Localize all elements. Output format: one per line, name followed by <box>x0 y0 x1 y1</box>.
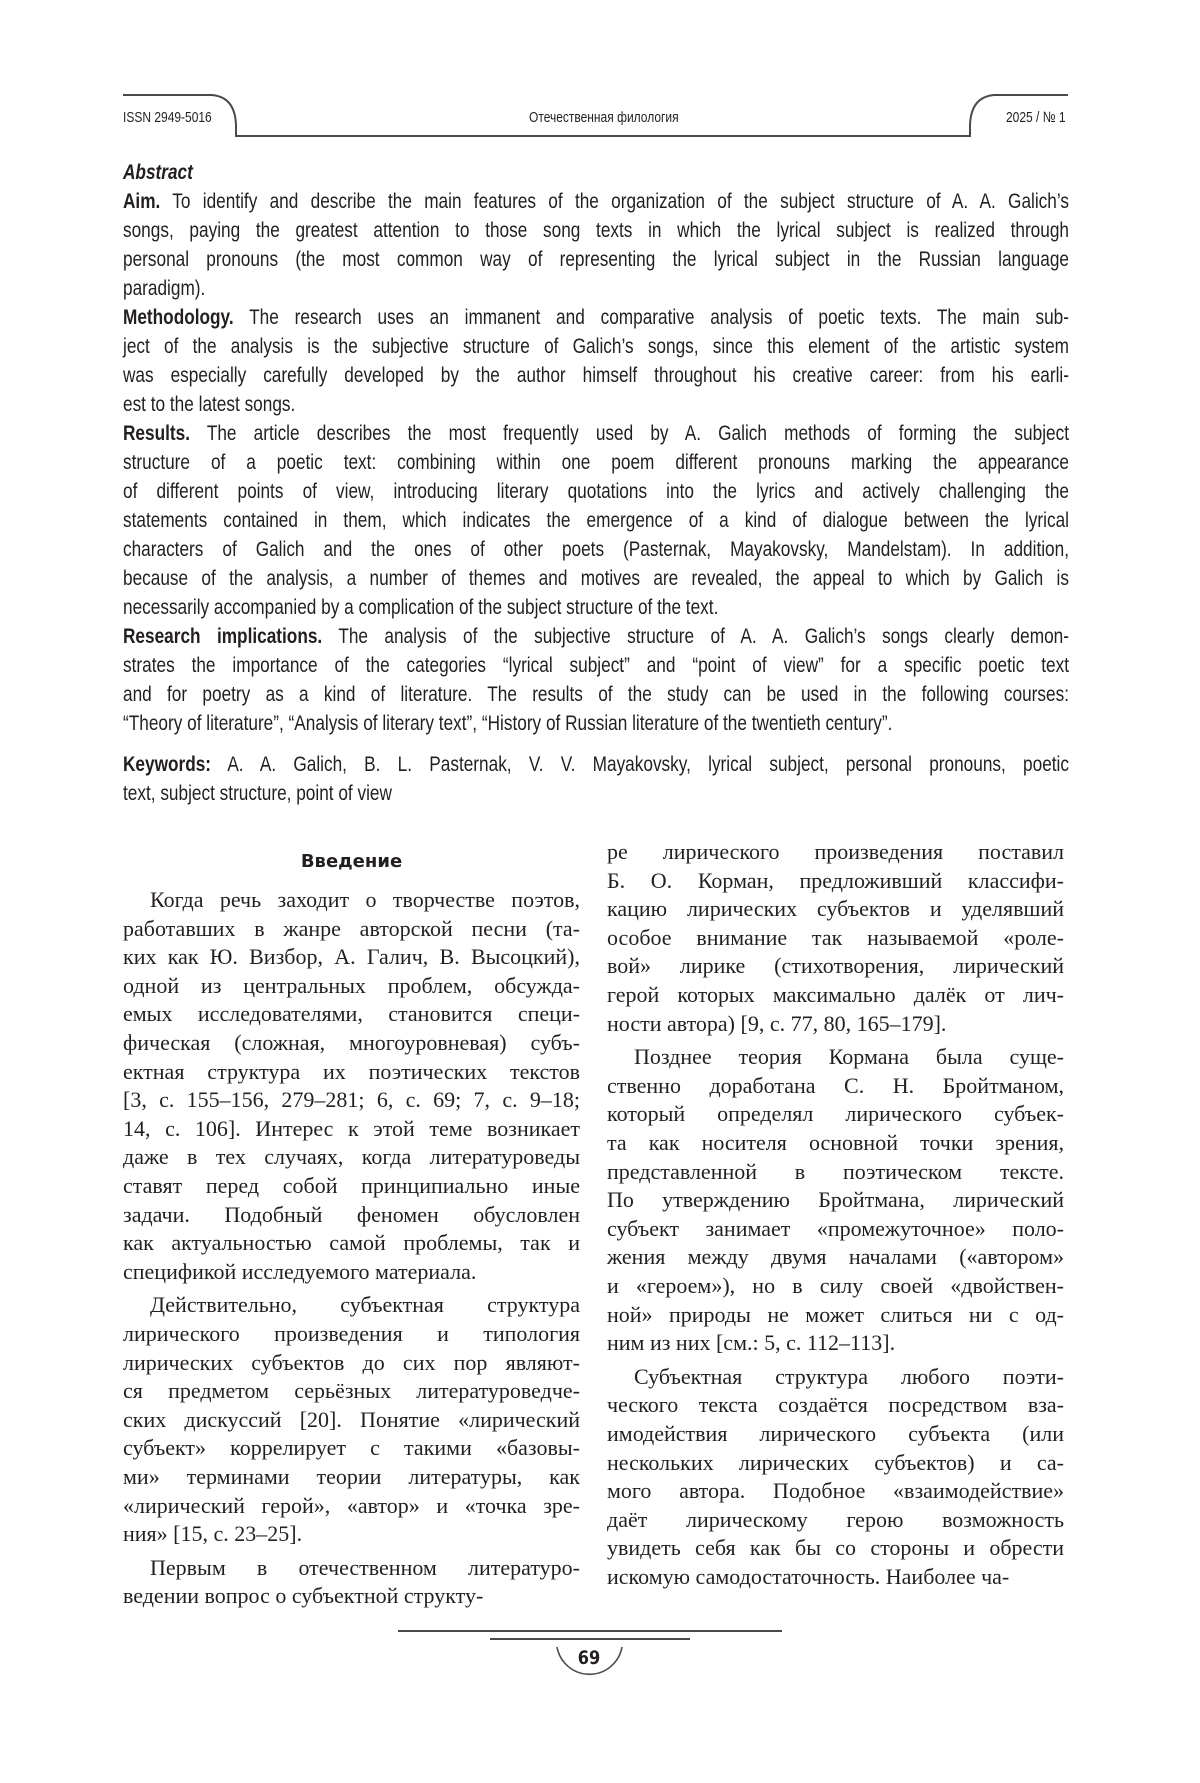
abstract-text: “Theory of literature”, “Analysis of literary text”, “History of Russian literature of the twentieth century”. <box>123 712 893 735</box>
body-text-line <box>123 1463 580 1491</box>
body-text: Когда речь заходит о творчестве поэтов, <box>150 887 580 912</box>
body-text-line <box>123 1349 580 1377</box>
abstract-text: structure of a poetic text: combining within one poem different pronouns marking the appearance <box>123 451 1069 474</box>
body-text-line <box>634 1043 1064 1071</box>
body-text-line <box>607 1215 1064 1243</box>
body-text-line <box>123 972 580 1000</box>
body-text-line <box>607 895 1064 923</box>
body-text-line <box>123 1320 580 1348</box>
body-text-line <box>607 1158 1064 1186</box>
body-text-line <box>123 1406 580 1434</box>
body-text: задачи. Подобный феномен обусловлен <box>123 1201 580 1227</box>
body-text-line <box>123 1377 580 1405</box>
body-text-line <box>607 1449 1064 1477</box>
abstract-text: est to the latest songs. <box>123 393 296 416</box>
body-text-line <box>607 1186 1064 1214</box>
issue-label: 2025 / № 1 <box>1006 109 1066 126</box>
abstract-section-label: Research implications. <box>123 625 323 648</box>
body-text-line <box>123 1172 580 1200</box>
abstract-text: The analysis of the subjective structure of A. A. Galich’s songs clearly demon- <box>338 625 1069 648</box>
abstract-text: songs, paying the greatest attention to those song texts in which the lyrical subject is realized through <box>123 219 1069 242</box>
abstract-text: personal pronouns (the most common way of representing the lyrical subject in the Russian language <box>123 248 1069 271</box>
body-text-line <box>607 1506 1064 1534</box>
abstract-text: of different points of view, introducing literary quotations into the lyrics and actively challenging the <box>123 480 1069 503</box>
abstract-line <box>123 449 1069 477</box>
abstract-line <box>123 507 1069 535</box>
abstract-text: The research uses an immanent and comparative analysis of poetic texts. The main sub- <box>249 306 1069 329</box>
abstract-section-label: Results. <box>123 422 190 445</box>
body-text-line <box>607 1420 1064 1448</box>
body-text: ним из них [см.: 5, с. 112–113]. <box>607 1330 896 1356</box>
abstract-line <box>123 710 1069 738</box>
body-text: работавших в жанре авторской песни (та- <box>123 915 580 941</box>
abstract-line <box>123 304 1069 332</box>
body-text-line <box>150 1554 580 1582</box>
body-text-line <box>607 981 1064 1009</box>
body-text: емых исследователями, становится специ- <box>123 1001 580 1027</box>
body-text: искомую самодостаточность. Наиболее ча- <box>607 1564 1010 1589</box>
body-text: нескольких лирических субъектов) и са- <box>607 1449 1064 1475</box>
abstract-line <box>123 275 1069 303</box>
body-text: особое внимание так называемой «роле- <box>607 924 1064 950</box>
abstract-line <box>123 681 1069 709</box>
body-text-line <box>123 1143 580 1171</box>
body-text: ми» терминами теории литературы, как <box>123 1464 580 1489</box>
body-text: представленной в поэтическом тексте. <box>607 1158 1064 1184</box>
body-text: субъект» коррелирует с такими «базовы- <box>123 1435 580 1461</box>
body-text: Субъектная структура любого поэти- <box>634 1363 1064 1389</box>
abstract-line <box>123 652 1069 680</box>
body-text-line <box>123 1258 580 1286</box>
body-text: герой которых максимально далёк от лич- <box>607 982 1064 1007</box>
body-text: ре лирического произведения поставил <box>607 839 1064 864</box>
body-text-line <box>607 1329 1064 1357</box>
body-text: ственно доработана С. Н. Бройтманом, <box>607 1072 1064 1098</box>
body-text: одной из центральных проблем, обсужда- <box>123 972 580 998</box>
body-text-line <box>634 1363 1064 1391</box>
body-text-line <box>607 1563 1064 1591</box>
abstract-text: necessarily accompanied by a complication of the subject structure of the text. <box>123 596 719 619</box>
body-text: По утверждению Бройтмана, лирический <box>607 1187 1064 1213</box>
abstract-text: statements contained in them, which indicates the emergence of a kind of dialogue between the lyrical <box>123 509 1069 532</box>
body-text-line <box>123 1229 580 1257</box>
body-text-line <box>607 1272 1064 1300</box>
body-text-line <box>607 1534 1064 1562</box>
body-text-line <box>607 867 1064 895</box>
abstract-line <box>123 362 1069 390</box>
body-text: ной» природы не может слиться ни с од- <box>607 1301 1064 1327</box>
body-text: Первым в отечественном литературо- <box>150 1554 580 1580</box>
abstract-line <box>123 623 1069 651</box>
body-text-line <box>607 1301 1064 1329</box>
body-text: ческого текста создаётся посредством вза- <box>607 1392 1064 1418</box>
body-text: лирического произведения и типология <box>123 1321 580 1346</box>
abstract-line <box>123 536 1069 564</box>
section-heading: Введение <box>300 851 403 872</box>
body-text-line <box>123 1086 580 1114</box>
abstract-text: The article describes the most frequently used by A. Galich methods of forming the subject <box>206 422 1069 445</box>
body-text: вой» лирике (стихотворения, лирический <box>607 953 1064 979</box>
abstract-text: To identify and describe the main features of the organization of the subject structure of A. A. Galich’s <box>172 190 1069 213</box>
body-text: увидеть себя как бы со стороны и обрести <box>607 1535 1064 1561</box>
body-text-line <box>607 1100 1064 1128</box>
body-text-line <box>123 1201 580 1229</box>
body-text: даёт лирическому герою возможность <box>607 1506 1064 1532</box>
body-text-line <box>607 952 1064 980</box>
keywords-text: A. A. Galich, B. L. Pasternak, V. V. Mayakovsky, lyrical subject, personal pronouns, poetic <box>227 753 1069 776</box>
body-text-line <box>123 1520 580 1548</box>
body-text-line <box>607 838 1064 866</box>
body-text: «лирический герой», «автор» и «точка зре- <box>123 1492 580 1518</box>
body-text: 14, с. 106]. Интерес к этой теме возникает <box>123 1115 580 1141</box>
body-text-line <box>607 1243 1064 1271</box>
body-text-line <box>607 1072 1064 1100</box>
body-text-line <box>123 1000 580 1028</box>
keywords-label: Keywords: <box>123 753 212 776</box>
body-text: даже в тех случаях, когда литературоведы <box>123 1144 580 1170</box>
abstract-text: paradigm). <box>123 277 206 300</box>
body-text: фическая (сложная, многоуровневая) субъ- <box>123 1030 580 1055</box>
body-text-line <box>150 1291 580 1319</box>
body-text: ставят перед собой принципиально иные <box>123 1173 580 1198</box>
body-text-line <box>607 1129 1064 1157</box>
body-text: как актуальностью самой проблемы, так и <box>123 1230 580 1256</box>
body-text: мого автора. Подобное «взаимодействие» <box>607 1478 1064 1504</box>
body-text: ности автора) [9, с. 77, 80, 165–179]. <box>607 1010 947 1036</box>
body-text-line <box>123 1492 580 1520</box>
body-text: ния» [15, с. 23–25]. <box>123 1521 303 1547</box>
keywords-line <box>123 780 1069 808</box>
body-text-line <box>607 924 1064 952</box>
issn-label: ISSN 2949-5016 <box>123 109 212 126</box>
body-text: кацию лирических субъектов и уделявший <box>607 896 1064 922</box>
body-text: ся предметом серьёзных литературоведче- <box>123 1378 580 1404</box>
body-text-line <box>150 886 580 914</box>
abstract-line <box>123 217 1069 245</box>
body-text-line <box>123 1582 580 1610</box>
body-text-line <box>123 1029 580 1057</box>
body-text: ских дискуссий [20]. Понятие «лирический <box>123 1406 580 1432</box>
abstract-line <box>123 391 1069 419</box>
abstract-line <box>123 246 1069 274</box>
body-text-line <box>607 1010 1064 1038</box>
abstract-text: and for poetry as a kind of literature. The results of the study can be used in the following courses: <box>123 683 1069 706</box>
abstract-line <box>123 478 1069 506</box>
body-text: ведении вопрос о субъектной структу- <box>123 1583 484 1609</box>
body-text-line <box>123 915 580 943</box>
abstract-line <box>123 594 1069 622</box>
body-text-line <box>123 943 580 971</box>
journal-title: Отечественная филология <box>529 109 679 126</box>
abstract-title: Abstract <box>123 161 193 184</box>
abstract-text: was especially carefully developed by the author himself throughout his creative career: from his earli- <box>123 364 1069 387</box>
body-text-line <box>123 1115 580 1143</box>
body-text: который определял лирического субъек- <box>607 1101 1064 1127</box>
body-text: Позднее теория Кормана была суще- <box>634 1044 1064 1070</box>
abstract-text: strates the importance of the categories “lyrical subject” and “point of view” for a specific poetic text <box>123 654 1069 677</box>
body-text: и «героем»), но в силу своей «двойствен- <box>607 1273 1064 1298</box>
abstract-line <box>123 188 1069 216</box>
body-text-line <box>123 1434 580 1462</box>
abstract-line <box>123 333 1069 361</box>
body-text: Б. О. Корман, предложивший классифи- <box>607 867 1064 893</box>
body-text: ких как Ю. Визбор, А. Галич, В. Высоцкий), <box>123 944 580 970</box>
body-text-line <box>607 1391 1064 1419</box>
body-text: имодействия лирического субъекта (или <box>607 1421 1064 1446</box>
keywords-line <box>123 751 1069 779</box>
body-text: [3, с. 155–156, 279–281; 6, с. 69; 7, с. 9–18; <box>123 1087 580 1113</box>
abstract-section-label: Methodology. <box>123 306 234 329</box>
abstract-section-label: Aim. <box>123 190 161 213</box>
abstract-text: ject of the analysis is the subjective structure of Galich’s songs, since this element of the artistic system <box>123 335 1069 358</box>
body-text: субъект занимает «промежуточное» поло- <box>607 1215 1064 1241</box>
body-text-line <box>123 1058 580 1086</box>
abstract-text: characters of Galich and the ones of other poets (Pasternak, Mayakovsky, Mandelstam). In addition, <box>123 538 1069 561</box>
body-text: спецификой исследуемого материала. <box>123 1258 477 1284</box>
body-text: та как носителя основной точки зрения, <box>607 1130 1064 1155</box>
abstract-text: because of the analysis, a number of themes and motives are revealed, the appeal to which by Galich is <box>123 567 1069 590</box>
abstract-line <box>123 565 1069 593</box>
abstract-line <box>123 420 1069 448</box>
body-text-line <box>607 1477 1064 1505</box>
keywords-text: text, subject structure, point of view <box>123 782 392 805</box>
body-text: лирических субъектов до сих пор являют- <box>123 1349 580 1375</box>
page-number: 69 <box>577 1647 601 1669</box>
body-text: жения между двумя началами («автором» <box>607 1244 1064 1270</box>
body-text: ектная структура их поэтических текстов <box>123 1058 580 1084</box>
body-text: Действительно, субъектная структура <box>150 1292 580 1318</box>
